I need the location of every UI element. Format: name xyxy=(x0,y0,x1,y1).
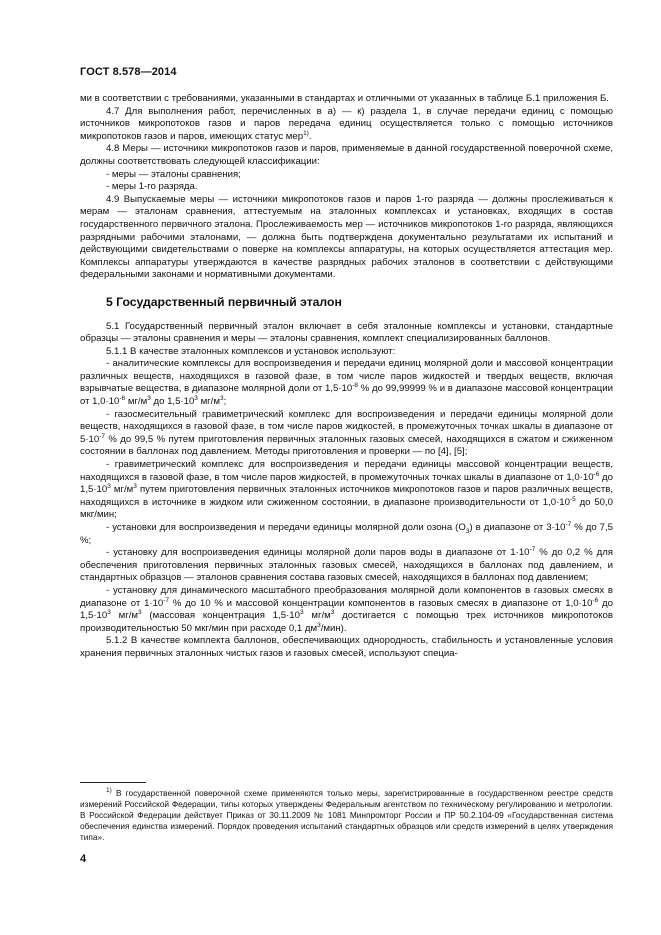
list-item-analytic-complexes: - аналитические комплексы для воспроизведения и передачи единиц молярной доли и массовой концентрации различных веществ, находящихся в газовой фазе, в том числе паров жидкостей и твердых веществ, включая взрывчатые вещества, в диапазоне молярной доли от $1,5\cdot 10^{-8}$ % до 99,99999 % и в диапазоне массовой концентрации от $1,0\cdot 10^{-6}$ $мг/м^3$ до $1,5\cdot 10^3$ $мг/м^3$; xyxy=(80,358,613,408)
list-item-gravimetric-complex: - гравиметрический комплекс для воспроизведения и передачи единицы массовой концентрации веществ, находящихся в газовой фазе, в том числе паров жидкостей, в промежуточных точках шкалы в диапазоне от $1,0\cdot 10^{-6}$ до $1,5\cdot 10^3$ $мг/м^3$ путем приготовления первичных эталонных источников микропотоков газов и паров различных веществ, находящихся в источнике в жидком или сжиженном состоянии, в диапазоне производительности от $1,0\cdot 10^{-5}$ до 50,0 мкг/мин; xyxy=(80,459,613,521)
list-item-water-vapor-installation: - установку для воспроизведения единицы молярной доли паров воды в диапазоне от $1\cdot 10^{-7}$ % до 0,2 % для обеспечения приготовления первичных эталонных газовых смесей, находящихся в баллонах под давлением, и стандартных образцов — эталонов сравнения состава газовых смесей, находящихся в баллонах под давлением; xyxy=(80,546,613,584)
paragraph-5-1: 5.1 Государственный первичный эталон включает в себя эталонные комплексы и установки, стандартные образцы — эталоны сравнения и меры — эталоны сравнения, комплект специализированных баллонов. xyxy=(80,320,613,345)
page-number: 4 xyxy=(80,853,87,865)
paragraph-4-8: 4.8 Меры — источники микропотоков газов и паров, применяемые в данной государственной поверочной схеме, должны соответствовать следующей классификации: xyxy=(80,143,613,167)
list-item-measures-comparison: - меры — эталоны сравнения; xyxy=(106,168,241,180)
paragraph-4-9: 4.9 Выпускаемые меры — источники микропотоков газов и паров 1-го разряда — должны прослеживаться к мерам — эталонам сравнения, аттестуемым на эталонных комплексах и установках, входящих в состав государственного первичного эталона. Прослеживаемость мер — источников микропотоков 1-го разряда, являющихся разрядными рабочими эталонами, — должна быть подтверждена документально результатами их испытаний и действующими свидетельствами о поверке на комплексы аппаратуры, на которых осуществляется аттестация мер. Комплексы аппаратуры утверждаются в качестве разрядных рабочих эталонов в соответствии с действующими федеральными законами и нормативными документами. xyxy=(80,193,613,281)
paragraph-continuation: ми в соответствии с требованиями, указанными в стандартах и отличными от указанных в таблице Б.1 приложения Б. xyxy=(80,93,609,104)
footnote-mark: 1) xyxy=(106,787,112,795)
list-item-dynamic-scaling-installation: - установку для динамического масштабного преобразования молярной доли компонентов в газовых смесях в диапазоне от $1\cdot 10^{-7}$ % до 10 % и массовой концентрации компонентов в газовых смесях в диапазоне от $1,0\cdot 10^{-6}$ до $1,5\cdot 10^3$ $мг/м^3$ (массовая концентрация $1,5\cdot 10^3$ $мг/м^3$ достигается с помощью трех источников микропотоков производительностью 50 мкг/мин при расходе 0,1 $дм^3/мин$). xyxy=(80,584,613,634)
section-title: 5 Государственный первичный эталон xyxy=(106,294,342,309)
list-item-measures-grade-1: - меры 1-го разряда. xyxy=(106,181,198,193)
footnote-divider xyxy=(80,782,146,783)
footnote xyxy=(80,788,613,843)
footnote-reference: 1) xyxy=(303,129,309,137)
list-item-gas-mixing-complex: - газосмесительный гравиметрический комплекс для воспроизведения и передачи единицы молярной доли веществ, находящихся в газовой фазе, в том числе паров жидкостей, в промежуточных точках шкалы в диапазоне от $5\cdot 10^{-7}$ % до 99,5 % путем приготовления первичных эталонных газовых смесей, находящихся в сжатом и сжиженном состоянии в баллонах под давлением. Методы приготовления и проверки — по [4], [5]; xyxy=(80,408,613,458)
list-item-ozone-installations: - установки для воспроизведения и передачи единицы молярной доли озона $(O_3)$ в диапазоне от $3\cdot 10^{-7}$ % до 7,5 %; xyxy=(80,520,614,546)
footnote-text: В государственной поверочной схеме применяются только меры, зарегистрированные в государственном реестре средств измерений Российской Федерации, типы которых утверждены Федеральным агентством по техническому регулированию и метрологии. В Российской Федерации действует Приказ от 30.11.2009 № 1081 Минпромторг России и ПР 50.2.104-09 «Государственная система обеспечения единства измерений. Порядок проведения испытаний стандартных образцов или средств измерений в целях утверждения типа». xyxy=(80,788,613,842)
paragraph-4-7: 4.7 Для выполнения работ, перечисленных в а) — к) раздела 1, в случае передачи единиц с помощью источников микропотоков газов и паров передача единиц осуществляется только с помощью источников микропотоков газов и паров, имеющих статус мер$^{1)}$. xyxy=(80,105,613,142)
document-code-header: ГОСТ 8.578—2014 xyxy=(80,66,177,78)
page-body xyxy=(80,93,613,661)
paragraph-5-1-2: 5.1.2 В качестве комплекта баллонов, обеспечивающих однородность, стабильность и установленные условия хранения первичных эталонных чистых газов и газовых смесей, используют специа- xyxy=(80,635,613,659)
paragraph-5-1-1: 5.1.1 В качестве эталонных комплексов и установок используют: xyxy=(106,345,396,357)
